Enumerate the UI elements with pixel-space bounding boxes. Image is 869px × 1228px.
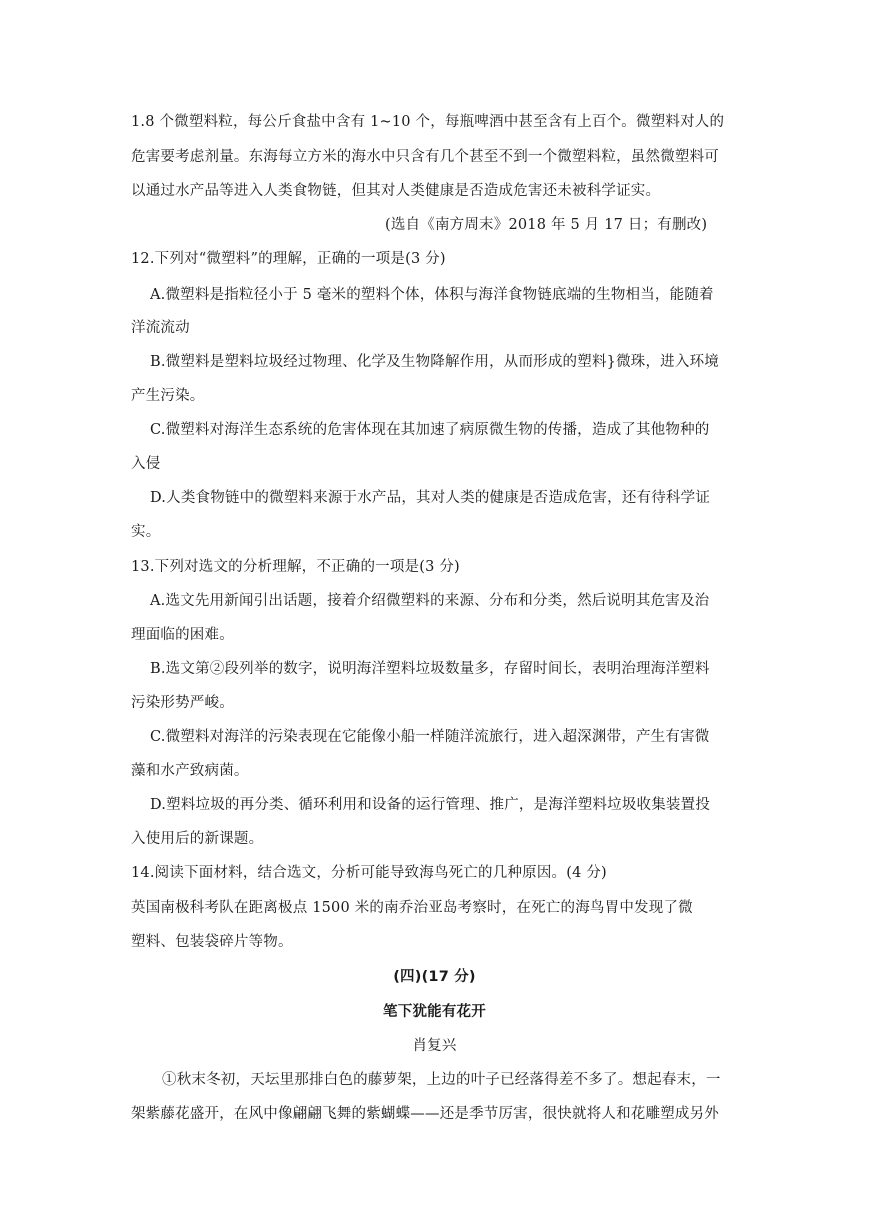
q12-option-c-line1: C.微塑料对海洋生态系统的危害体现在其加速了病原微生物的传播，造成了其他物种的	[150, 422, 710, 438]
paragraph-line: 以通过水产品等进入人类食物链，但其对人类健康是否造成危害还未被科学证实。	[131, 183, 661, 199]
q13-option-d-line1: D.塑料垃圾的再分类、循环利用和设备的运行管理、推广，是海洋塑料垃圾收集装置投	[150, 797, 711, 813]
q13-option-a-line2: 理面临的困难。	[131, 627, 234, 643]
q12-option-a-line2: 洋流流动	[131, 320, 190, 336]
q14-material-line: 英国南极科考队在距离极点 1500 米的南乔治亚岛考察时，在死亡的海鸟胃中发现了微	[131, 900, 693, 916]
section-heading: (四)(17 分)	[393, 969, 476, 985]
q13-option-d-line2: 入使用后的新课题。	[131, 831, 264, 847]
q13-option-b-line1: B.选文第②段列举的数字，说明海洋塑料垃圾数量多，存留时间长，表明治理海洋塑料	[150, 661, 710, 677]
source-citation: (选自《南方周末》2018 年 5 月 17 日；有删改)	[385, 217, 708, 233]
q12-option-a-line1: A.微塑料是指粒径小于 5 毫米的塑料个体，体积与海洋食物链底端的生物相当，能随着	[150, 287, 714, 303]
q12-option-b-line2: 产生污染。	[131, 388, 205, 404]
q14-material-line: 塑料、包装袋碎片等物。	[131, 934, 293, 950]
q13-option-c-line2: 藻和水产致病菌。	[131, 763, 249, 779]
paragraph-line: 危害要考虑剂量。东海每立方米的海水中只含有几个甚至不到一个微塑料粒，虽然微塑料可	[131, 149, 719, 165]
q12-option-b-line1: B.微塑料是塑料垃圾经过物理、化学及生物降解作用，从而形成的塑料}微珠，进入环境	[150, 354, 719, 370]
q12-option-d-line2: 实。	[131, 524, 161, 540]
paragraph-line: 1.8 个微塑料粒，每公斤食盐中含有 1~10 个，每瓶啤酒中甚至含有上百个。微塑料对人的	[131, 114, 725, 130]
article-title: 笔下犹能有花开	[383, 1004, 486, 1020]
article-author: 肖复兴	[412, 1038, 457, 1054]
article-paragraph-line: ①秋末冬初，天坛里那排白色的藤萝架，上边的叶子已经落得差不多了。想起春末，一	[162, 1072, 721, 1088]
article-paragraph-line: 架紫藤花盛开，在风中像翩翩飞舞的紫蝴蝶——还是季节厉害，很快就将人和花雕塑成另外	[131, 1106, 719, 1122]
q12-option-c-line2: 入侵	[131, 456, 161, 472]
q13-option-a-line1: A.选文先用新闻引出话题，接着介绍微塑料的来源、分布和分类，然后说明其危害及治	[150, 593, 710, 609]
q13-option-c-line1: C.微塑料对海洋的污染表现在它能像小船一样随洋流旅行，进入超深渊带，产生有害微	[150, 729, 710, 745]
question-12-stem: 12.下列对“微塑料”的理解，正确的一项是(3 分)	[131, 251, 446, 267]
question-13-stem: 13.下列对选文的分析理解，不正确的一项是(3 分)	[131, 559, 460, 575]
question-14-stem: 14.阅读下面材料，结合选文，分析可能导致海鸟死亡的几种原因。(4 分)	[131, 865, 607, 881]
q12-option-d-line1: D.人类食物链中的微塑料来源于水产品，其对人类的健康是否造成危害，还有待科学证	[150, 490, 711, 506]
q13-option-b-line2: 污染形势严峻。	[131, 695, 234, 711]
